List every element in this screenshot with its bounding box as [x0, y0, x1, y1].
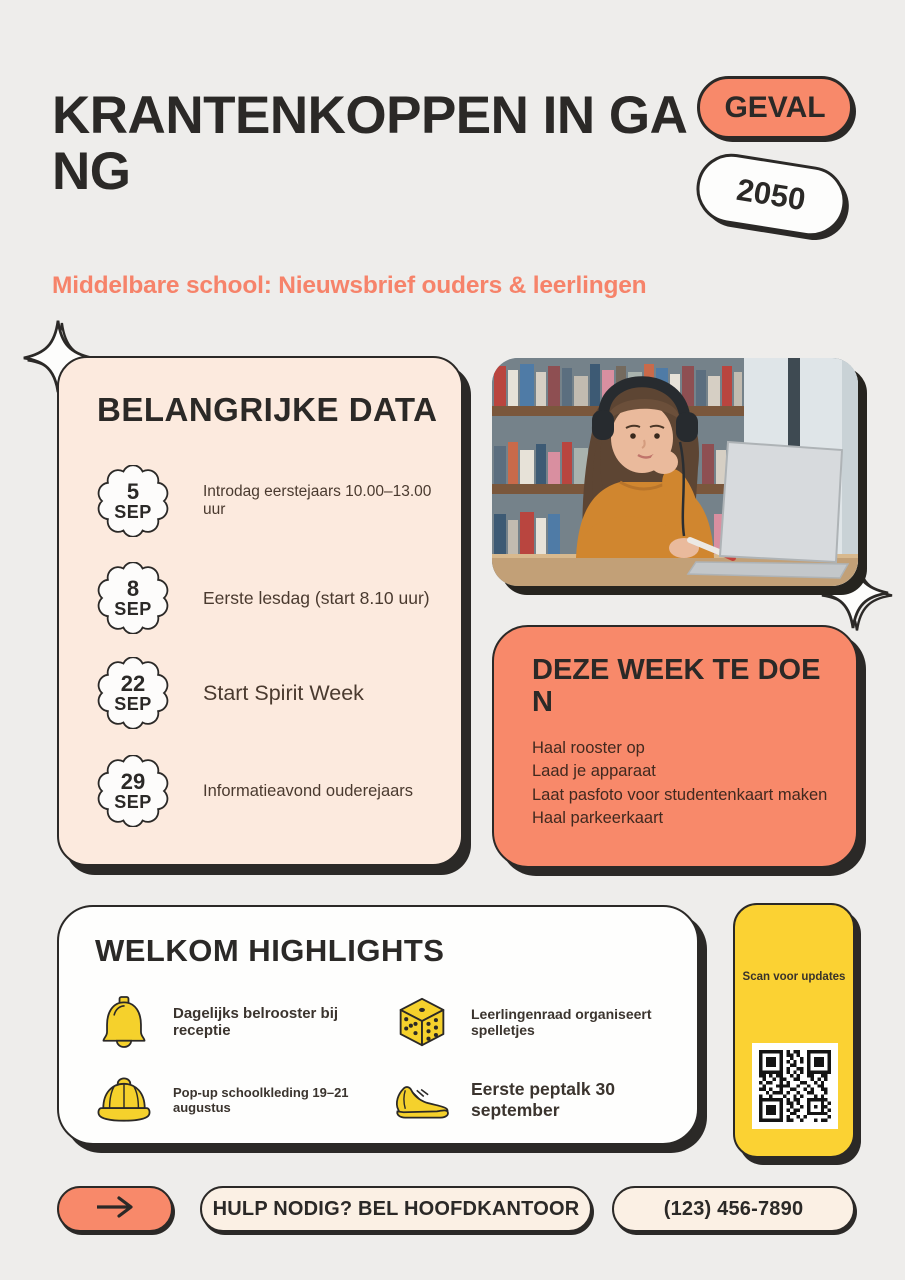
help-button[interactable]: [200, 1186, 592, 1232]
date-day: 5: [126, 478, 140, 504]
date-label: Eerste lesdag (start 8.10 uur): [203, 587, 430, 608]
date-month: SEP: [114, 502, 152, 523]
todo-list: [532, 737, 827, 831]
todo-title-line-2: N: [532, 686, 553, 719]
date-badge: [97, 562, 169, 634]
highlights-title: WELKOM HIGHLIGHTS: [95, 933, 445, 968]
date-row: [97, 656, 437, 730]
date-badge: [97, 755, 169, 827]
highlight-label: Dagelijks belrooster bij receptie: [173, 1005, 339, 1039]
bell-icon: [95, 994, 153, 1050]
date-month: SEP: [114, 599, 152, 620]
date-label: Introdag eerstejaars 10.00–13.00 uur: [203, 483, 432, 518]
highlight-item: [393, 982, 688, 1062]
arrow-button[interactable]: [57, 1186, 173, 1232]
date-day: 22: [120, 670, 146, 696]
page-title: [52, 88, 732, 200]
sneaker-icon: [393, 1079, 451, 1121]
todo-item: Haal rooster op: [532, 739, 645, 757]
highlight-item: [393, 1060, 688, 1140]
highlight-label: Eerste peptalk 30 september: [471, 1079, 615, 1120]
help-button-label: HULP NODIG? BEL HOOFDKANTOOR: [212, 1197, 580, 1220]
subtitle: Middelbare school: Nieuwsbrief ouders & leerlingen: [52, 272, 647, 299]
highlight-item: [95, 982, 390, 1062]
todo-card: [492, 625, 858, 868]
qr-label: Scan voor updates: [742, 971, 846, 983]
phone-number: (123) 456-7890: [663, 1197, 804, 1220]
hat-icon: [95, 1075, 153, 1125]
qr-code: [752, 1043, 838, 1129]
date-label: Informatieavond ouderejaars: [203, 781, 414, 800]
todo-item: Haal parkeerkaart: [532, 809, 664, 828]
date-badge: [97, 465, 169, 537]
page-title-line-2: NG: [52, 142, 131, 202]
geval-badge: [697, 76, 853, 139]
geval-badge-label: GEVAL: [724, 90, 826, 124]
date-label: Start Spirit Week: [203, 680, 364, 705]
date-badge: [97, 657, 169, 729]
date-row: [97, 754, 437, 828]
date-month: SEP: [114, 792, 152, 813]
date-day: 8: [126, 575, 140, 601]
qr-card: [733, 903, 855, 1158]
student-photo: [492, 358, 858, 586]
date-row: [97, 561, 437, 635]
important-dates-title: BELANGRIJKE DATA: [97, 391, 438, 428]
highlight-item: [95, 1060, 390, 1140]
dice-icon: [393, 996, 451, 1048]
highlights-card: [57, 905, 699, 1145]
year-badge-label: 2050: [734, 171, 808, 218]
important-dates-card: [57, 356, 463, 866]
date-row: [97, 464, 437, 538]
phone-button[interactable]: [612, 1186, 855, 1232]
todo-item: Laat pasfoto voor studentenkaart maken: [532, 785, 828, 804]
highlight-label: Pop-up schoolkleding 19–21 augustus: [173, 1085, 349, 1115]
year-badge: [691, 149, 850, 242]
todo-title-line-1: DEZE WEEK TE DOE: [532, 654, 821, 686]
page-title-line-1: KRANTENKOPPEN IN GA: [52, 86, 688, 145]
highlight-label: Leerlingenraad organiseert spelletjes: [471, 1006, 652, 1038]
todo-title: [532, 654, 832, 719]
date-month: SEP: [114, 694, 152, 715]
todo-item: Laad je apparaat: [532, 762, 656, 781]
arrow-right-icon: [93, 1195, 137, 1224]
date-day: 29: [120, 768, 146, 794]
